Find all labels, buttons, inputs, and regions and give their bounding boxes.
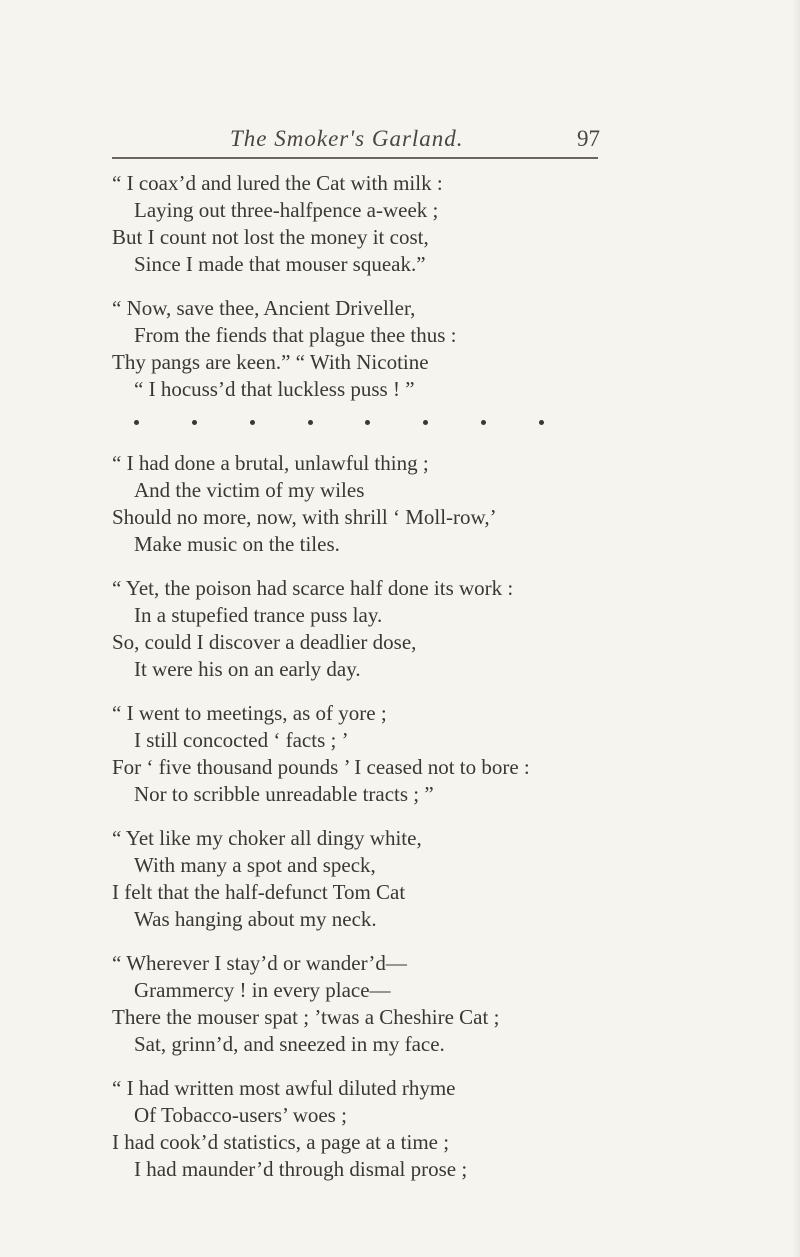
page-header <box>110 124 600 160</box>
running-title: The Smoker's Garland. <box>230 126 464 151</box>
page-edge-shadow <box>792 0 800 1257</box>
poem <box>112 170 712 1200</box>
stanza <box>112 950 712 1058</box>
poem-line: And the victim of my wiles <box>134 478 365 502</box>
poem-stanzas-before-break <box>112 170 712 403</box>
dot <box>365 420 370 425</box>
poem-line: Sat, grinn’d, and sneezed in my face. <box>134 1032 445 1056</box>
poem-line: From the fiends that plague thee thus : <box>134 323 457 347</box>
poem-line: Since I made that mouser squeak.” <box>134 252 426 276</box>
poem-line: I still concocted ‘ facts ; ’ <box>134 728 349 752</box>
dot <box>539 420 544 425</box>
stanza <box>112 700 712 808</box>
dot <box>308 420 313 425</box>
poem-line: So, could I discover a deadlier dose, <box>112 630 417 654</box>
poem-line: “ I coax’d and lured the Cat with milk : <box>112 171 443 195</box>
poem-stanzas-after-break <box>112 450 712 1183</box>
dot <box>134 420 139 425</box>
stanza <box>112 295 712 403</box>
poem-line: Make music on the tiles. <box>134 532 340 556</box>
poem-line: “ Yet like my choker all dingy white, <box>112 826 422 850</box>
poem-line: With many a spot and speck, <box>134 853 376 877</box>
stanza <box>112 1075 712 1183</box>
page-number: 97 <box>577 126 600 151</box>
dot <box>481 420 486 425</box>
dot <box>423 420 428 425</box>
dot <box>250 420 255 425</box>
poem-line: I felt that the half-defunct Tom Cat <box>112 880 406 904</box>
poem-line: Of Tobacco-users’ woes ; <box>134 1103 347 1127</box>
poem-line: “ Now, save thee, Ancient Driveller, <box>112 296 416 320</box>
poem-line: For ‘ five thousand pounds ’ I ceased not to bore : <box>112 755 530 779</box>
poem-line: “ Wherever I stay’d or wander’d— <box>112 951 407 975</box>
poem-line: I had maunder’d through dismal prose ; <box>134 1157 468 1181</box>
poem-line: “ I had written most awful diluted rhyme <box>112 1076 456 1100</box>
poem-line: In a stupefied trance puss lay. <box>134 603 383 627</box>
poem-line: It were his on an early day. <box>134 657 361 681</box>
poem-line: There the mouser spat ; ’twas a Cheshire Cat ; <box>112 1005 500 1029</box>
poem-line: “ I hocuss’d that luckless puss ! ” <box>134 377 415 401</box>
stanza <box>112 575 712 683</box>
poem-line: Laying out three-halfpence a-week ; <box>134 198 439 222</box>
header-rule <box>112 157 598 159</box>
poem-line: Nor to scribble unreadable tracts ; ” <box>134 782 434 806</box>
poem-line: Should no more, now, with shrill ‘ Moll-row,’ <box>112 505 497 529</box>
poem-line: “ Yet, the poison had scarce half done its work : <box>112 576 514 600</box>
poem-line: Thy pangs are keen.” “ With Nicotine <box>112 350 429 374</box>
poem-line: Was hanging about my neck. <box>134 907 377 931</box>
stanza <box>112 450 712 558</box>
poem-line: “ I had done a brutal, unlawful thing ; <box>112 451 429 475</box>
poem-line: “ I went to meetings, as of yore ; <box>112 701 387 725</box>
section-break-dots <box>134 420 544 425</box>
stanza <box>112 825 712 933</box>
poem-line: Grammercy ! in every place— <box>134 978 391 1002</box>
dot <box>192 420 197 425</box>
poem-line: But I count not lost the money it cost, <box>112 225 429 249</box>
poem-line: I had cook’d statistics, a page at a time ; <box>112 1130 450 1154</box>
stanza <box>112 170 712 278</box>
